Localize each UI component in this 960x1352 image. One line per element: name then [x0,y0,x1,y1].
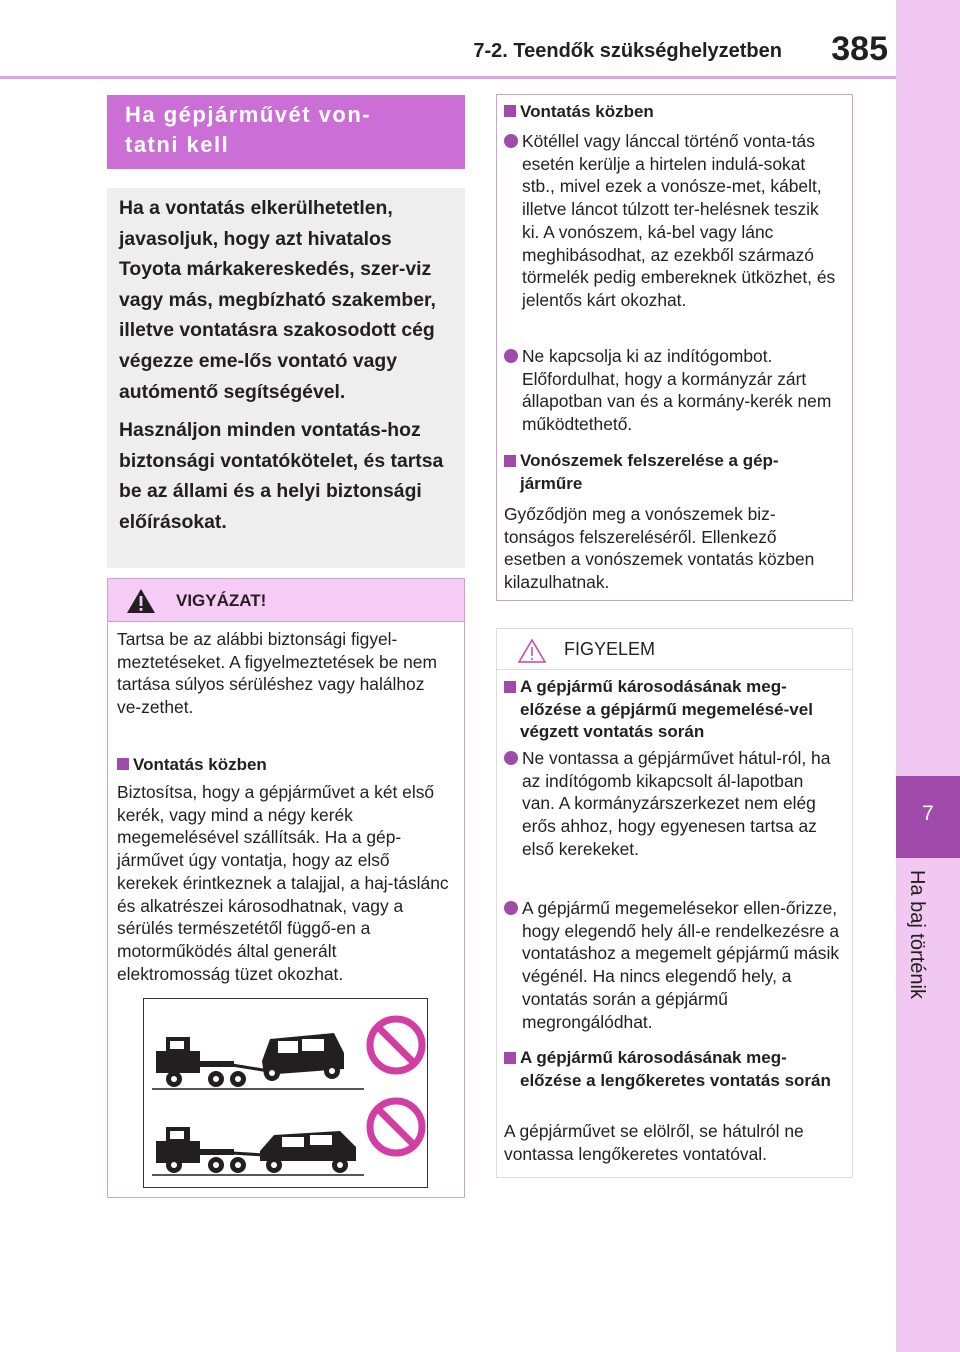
section-title-line1: Ha gépjárművét von- [125,102,372,127]
caution-body: Biztosítsa, hogy a gépjárművet a két első kerék, vagy mind a négy kerék megemelésével szállítsák. Ha a gép-járművet úgy vontatja, hogy az első kerekek érintkeznek a talajjal, a haj-táslánc és alkatrészei károsodhatnak, vagy a sérülés természetétől függő-en a motorműködés által generált elektromosság tüzet okozhat. [117,782,449,984]
tow-truck-icon [156,1037,269,1087]
caution-title: VIGYÁZAT! [176,591,267,610]
notice-bullet-1-text: Ne vontassa a gépjárművet hátul-ról, ha az indítógomb kikapcsolt ál-lapotban van. A kormányzárszerkezet nem elég erős ahhoz, hogy egyenesen tartsa az első kerekeket. [522,748,831,859]
prohibition-icon [370,1101,422,1153]
notice-subhead-2 [504,1047,840,1092]
info-bullet-2 [504,345,840,436]
caution-header [108,579,464,622]
caution-intro: Tartsa be az alábbi biztonsági figyel-meztetéseket. A figyelmeztetések be nem tartása súlyos sérüléshez vagy halálhoz ve-zethet. [117,629,437,718]
notice-subhead-1-text: A gépjármű károsodásának meg-előzése a gépjármű megemelésé-vel végzett vontatás során [520,677,813,742]
info-subhead-1-text: Vontatás közben [520,102,654,121]
round-bullet-icon [504,751,518,765]
notice-subhead-2-text: A gépjármű károsodásának meg-előzése a lengőkeretes vontatás során [520,1048,831,1090]
notice-bullet-2 [504,897,840,1033]
chapter-side-strip [896,0,960,1352]
info-bullet-1-text: Kötéllel vagy lánccal történő vonta-tás esetén kerülje a hirtelen indulá-sokat stb., mivel ezek a vonósze-met, kábelt, illetve láncot túlzott ter-helésnek teszik ki. A vonószem, ká-bel vagy lánc meghibásodhat, az ezekből származó törmelék pedig embereknek ütközhet, és jelentős kárt okozhat. [522,131,836,310]
page-number: 385 [831,30,888,68]
info-bullet-2-text: Ne kapcsolja ki az indítógombot. Előfordulhat, hogy a kormányzár zárt állapotban van és a kormány-kerék nem működtethető. [522,346,832,435]
square-bullet-icon [504,105,516,117]
caution-subhead-text: Vontatás közben [133,755,267,774]
notice-header [496,628,853,670]
towing-illustration [143,998,428,1188]
info-bullet-1 [504,130,840,312]
info-subhead-2-text: Vonószemek felszerelése a gép-járműre [520,451,779,493]
square-bullet-icon [504,1052,516,1064]
prohibition-icon [370,1019,422,1071]
section-title-line2: tatni kell [125,132,230,157]
square-bullet-icon [504,681,516,693]
towed-car-icon [260,1131,356,1173]
warning-triangle-icon [126,588,156,619]
intro-box [107,188,465,568]
notice-bullet-2-text: A gépjármű megemelésekor ellen-őrizze, hogy elegendő hely áll-e rendelkezésre a vontatáshoz a megemelt gépjármű másik végénél. Ha nincs elegendő hely, a vontatás során a gépjármű megrongálódhat. [522,898,840,1032]
square-bullet-icon [504,455,516,467]
tow-truck-icon [156,1127,264,1173]
section-title [107,95,465,169]
chapter-title: 7-2. Teendők szükséghelyzetben [473,40,782,62]
caution-triangle-icon [518,638,546,669]
chapter-tab-number: 7 [922,802,934,825]
towed-car-icon [262,1033,344,1081]
notice-subhead-1 [504,676,840,744]
square-bullet-icon [117,758,129,770]
round-bullet-icon [504,349,518,363]
notice-bullet-1 [504,747,840,861]
info-subhead-2 [504,450,834,495]
notice-text-2: A gépjárművet se elölről, se hátulról ne vontassa lengőkeretes vontatóval. [504,1121,804,1164]
chapter-tab-label: Ha baj történik [906,870,928,999]
intro-paragraph-1: Ha a vontatás elkerülhetetlen, javasoljuk, hogy azt hivatalos Toyota márkakereskedés, szer-viz vagy más, megbízható szakember, illetve vontatásra szakosodott cég végezze eme-lős vontató vagy autómentő segítségével. [119,197,436,403]
caution-subhead [117,753,267,777]
notice-title: FIGYELEM [564,639,656,659]
info-subhead-1 [504,100,844,124]
intro-paragraph-2: Használjon minden vontatás-hoz biztonsági vontatókötelet, és tartsa be az állami és a helyi biztonsági előírásokat. [119,419,444,533]
header-divider [0,76,896,79]
info-text-2: Győződjön meg a vonószemek biz-tonságos felszereléséről. Ellenkező esetben a vonószemek vontatás közben kilazulhatnak. [504,504,815,593]
round-bullet-icon [504,134,518,148]
round-bullet-icon [504,901,518,915]
